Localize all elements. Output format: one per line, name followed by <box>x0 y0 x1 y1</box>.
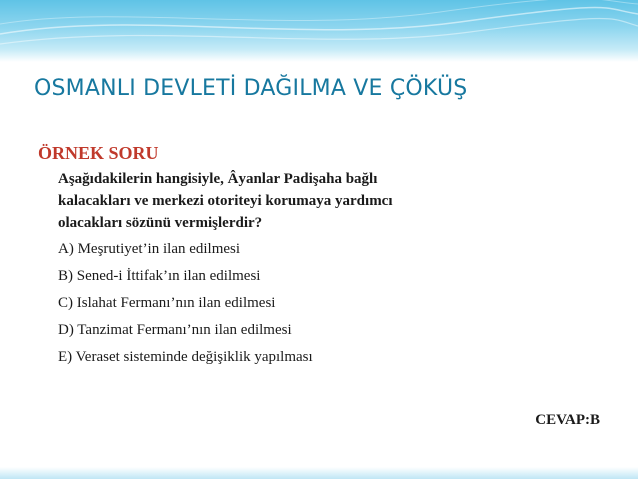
option-b: B) Sened-i İttifak’ın ilan edilmesi <box>58 268 261 284</box>
option-c: C) Islahat Fermanı’nın ilan edilmesi <box>58 295 276 311</box>
option-a: A) Meşrutiyet’in ilan edilmesi <box>58 241 241 257</box>
question-text <box>58 168 578 234</box>
option-e: E) Veraset sisteminde değişiklik yapılması <box>58 349 313 365</box>
answer-text: CEVAP:B <box>535 412 600 428</box>
question-line: kalacakları ve merkezi otoriteyi korumaya yardımcı <box>58 193 393 209</box>
question-line: Aşağıdakilerin hangisiyle, Âyanlar Padişaha bağlı <box>58 171 378 187</box>
wave-decoration <box>0 0 638 62</box>
decorative-top-band <box>0 0 638 62</box>
slide-content <box>38 142 608 373</box>
option-d: D) Tanzimat Fermanı’nın ilan edilmesi <box>58 322 292 338</box>
sub-heading: ÖRNEK SORU <box>38 143 159 163</box>
decorative-bottom-band <box>0 467 638 479</box>
question-line: olacakları sözünü vermişlerdir? <box>58 215 263 231</box>
slide-title: OSMANLI DEVLETİ DAĞILMA VE ÇÖKÜŞ <box>34 76 468 101</box>
